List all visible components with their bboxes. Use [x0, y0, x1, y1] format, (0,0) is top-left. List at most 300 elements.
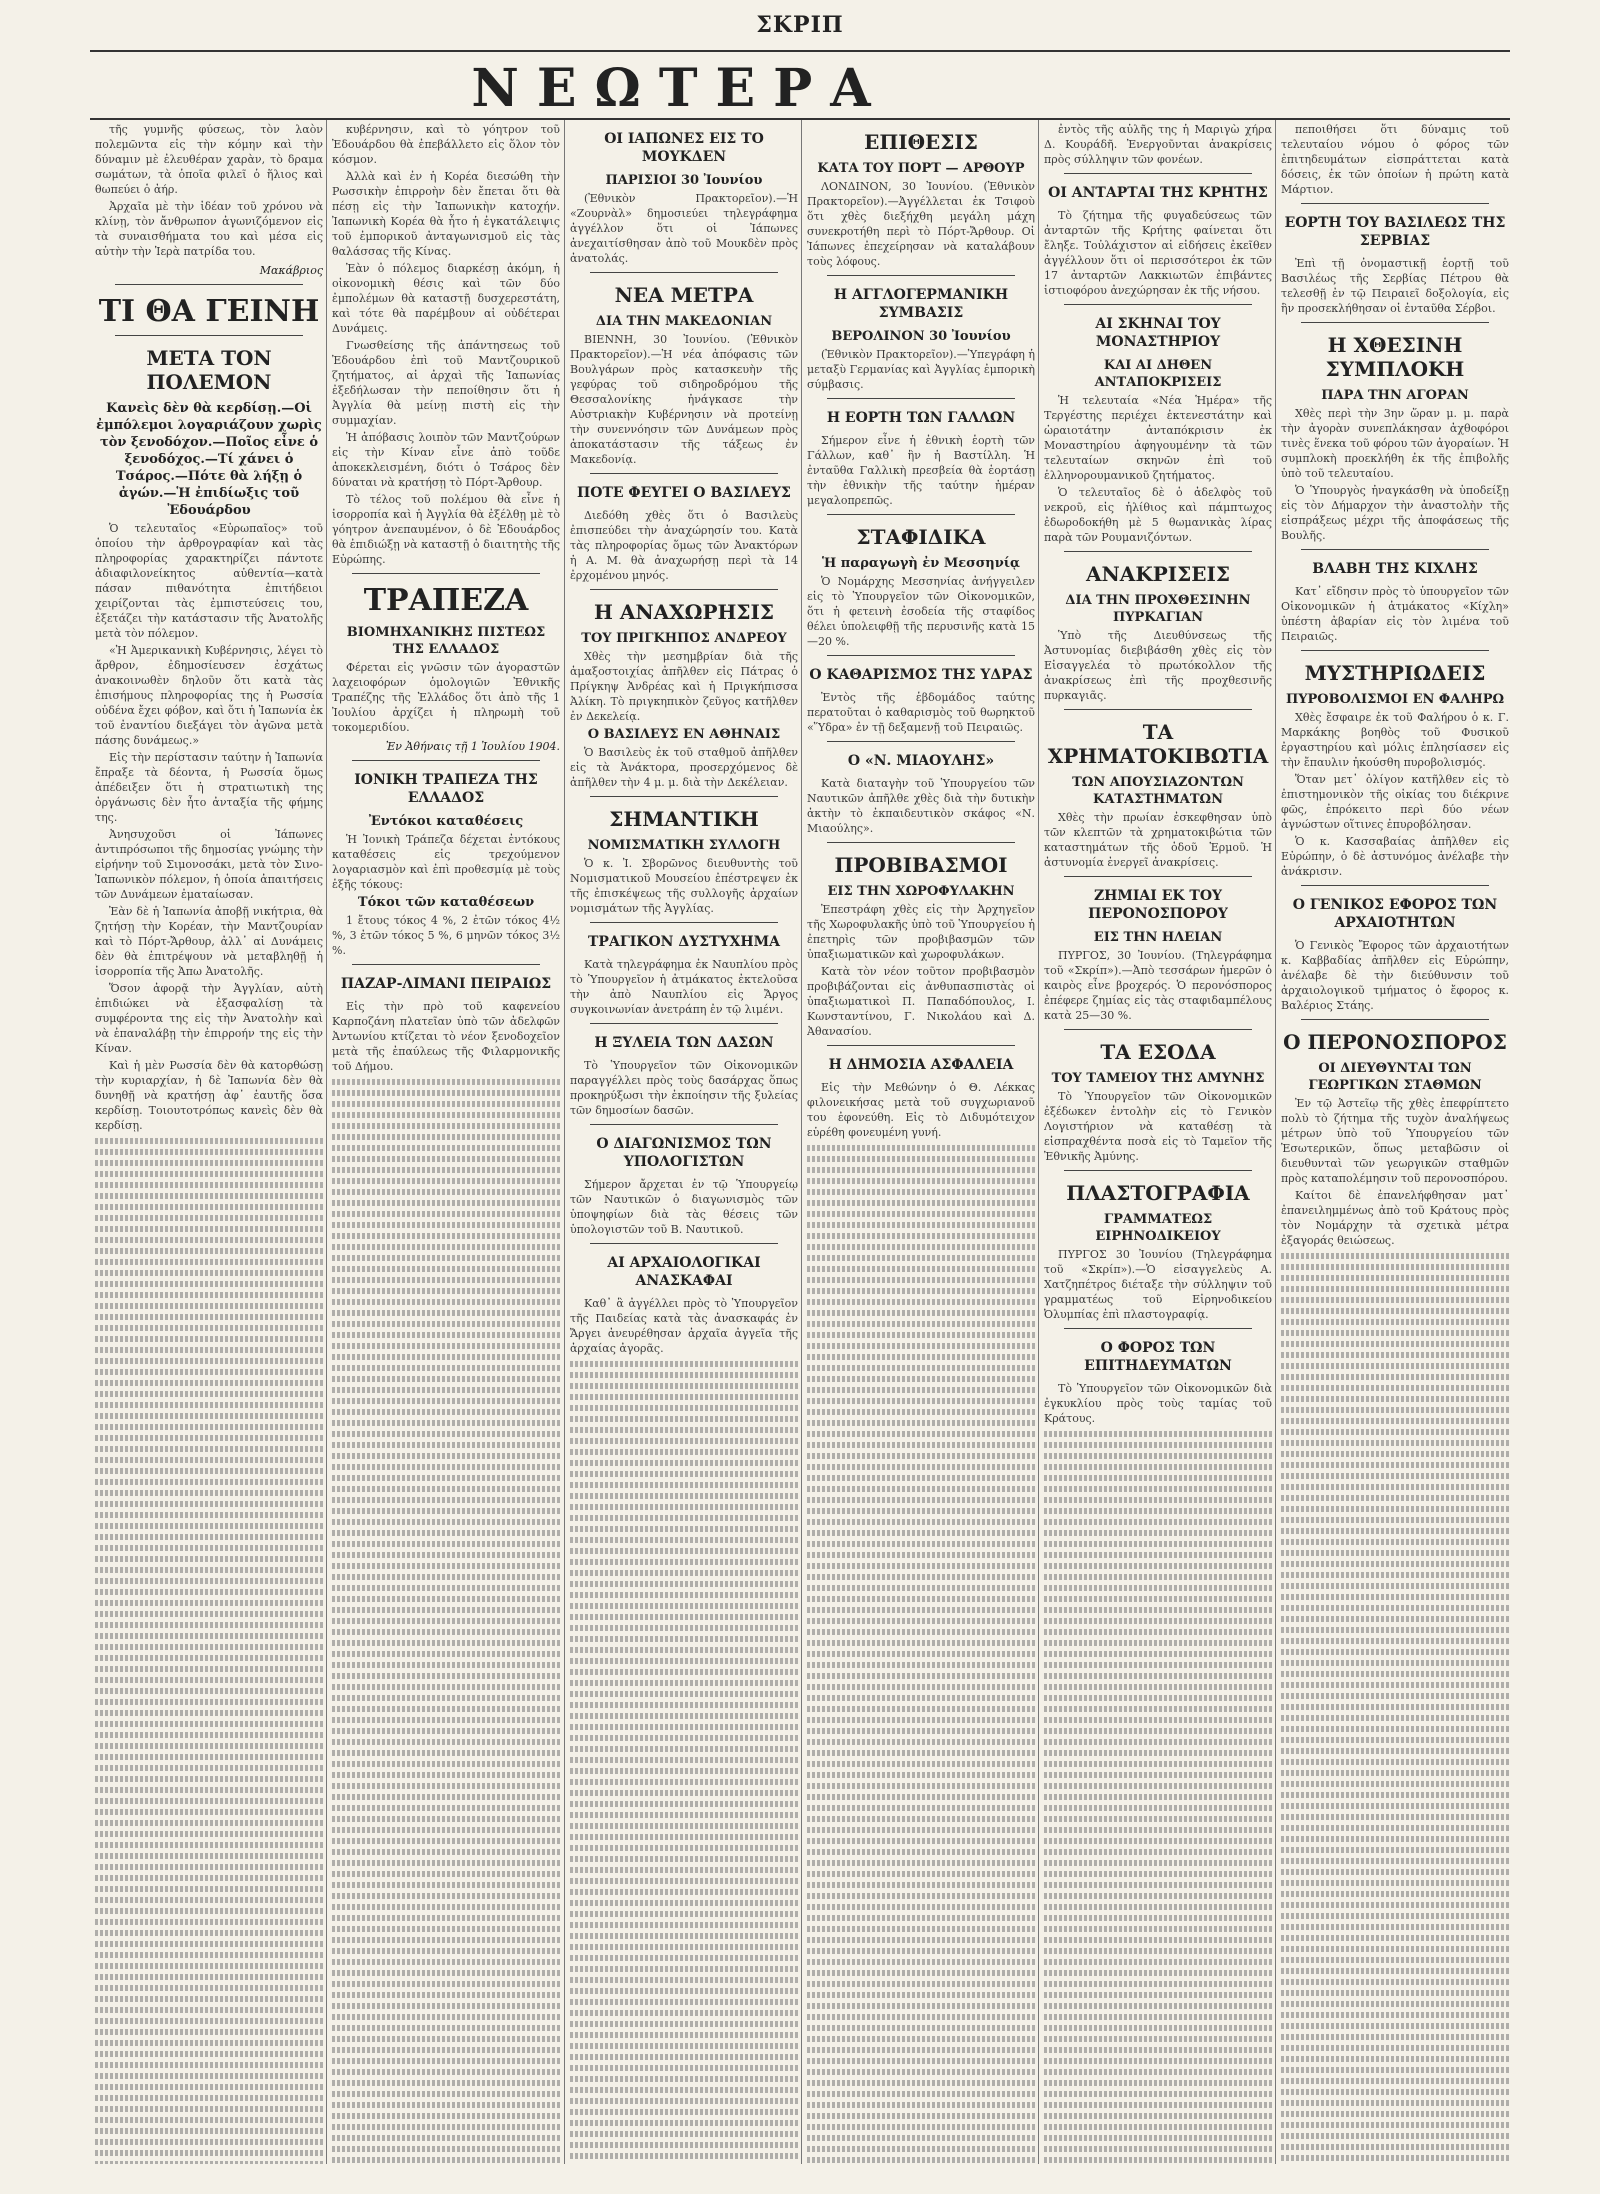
- print-line: [1281, 1825, 1509, 1831]
- print-line: [1044, 2135, 1272, 2141]
- print-line: [1044, 2113, 1272, 2119]
- print-line: [570, 1515, 798, 1521]
- print-line: [332, 1189, 560, 1195]
- print-line: [1044, 1728, 1272, 1734]
- print-line: [1044, 1453, 1272, 1459]
- print-line: [95, 1919, 323, 1925]
- article-headline: Ο ΔΙΑΓΩΝΙΣΜΟΣ ΤΩΝ ΥΠΟΛΟΓΙΣΤΩΝ: [596, 1136, 772, 1170]
- print-line: [332, 1860, 560, 1866]
- section-divider: [590, 1023, 778, 1024]
- print-line: [95, 2084, 323, 2090]
- print-line: [570, 1999, 798, 2005]
- print-line: [95, 1666, 323, 1672]
- column-separator: [1275, 120, 1276, 2164]
- print-line: [1281, 1418, 1509, 1424]
- article-paragraph: Καθ᾽ ἃ ἀγγέλλει πρὸς τὸ Ὑπουργεῖον τῆς Παιδείας κατὰ τὰς ἀνασκαφάς ἐν Ἄργει ἀνευρέθησαν ἀρχαῖα ἀγγεῖα τῆς ἀρχαίας ἀγορᾶς.: [570, 1297, 798, 1355]
- print-line: [1044, 1607, 1272, 1613]
- section-divider: [827, 655, 1015, 656]
- print-line: [332, 1167, 560, 1173]
- print-line: [95, 2007, 323, 2013]
- article-paragraph: Ἐν τῷ Ἀστεῖῳ τῆς χθὲς ἐπεφρίπτετο πολὺ τὸ ζήτημα τῆς τυχὸν ἀναλήψεως μέτρων ὑπὸ τοῦ Ὑπουργείου τῶν Ἐσωτερικῶν, ὅπως μεταβῶσιν οἱ διευθυνταὶ τῶν γεωργικῶν σταθμῶν πρὸς καταπολέμησιν τοῦ περονοσπόρου.: [1281, 1097, 1509, 1185]
- print-line: [95, 1677, 323, 1683]
- print-line: [332, 1321, 560, 1327]
- print-line: [570, 1812, 798, 1818]
- article-paragraph: Χθὲς τὴν πρωίαν ἐσκεφθησαν ὑπὸ τῶν κλεπτῶν τὰ χρηματοκιβώτια τῶν καταστημάτων τῆς ὁδοῦ Ἑρμοῦ. Ἡ ἀστυνομία ἐνεργεῖ ἀνακρίσεις.: [1044, 811, 1272, 869]
- print-line: [332, 1090, 560, 1096]
- print-line: [1281, 1517, 1509, 1523]
- print-line: [95, 1501, 323, 1507]
- print-line: [95, 1589, 323, 1595]
- print-line: [95, 1545, 323, 1551]
- print-line: [332, 1288, 560, 1294]
- print-line: [807, 1354, 1035, 1360]
- print-line: [332, 1607, 560, 1613]
- print-line: [95, 1699, 323, 1705]
- print-line: [332, 1343, 560, 1349]
- print-line: [332, 1508, 560, 1514]
- print-line: [1281, 1671, 1509, 1677]
- print-line: [807, 1607, 1035, 1613]
- section-divider: [590, 473, 778, 474]
- print-line: [95, 2150, 323, 2156]
- print-line: [95, 1435, 323, 1441]
- print-line: [570, 1636, 798, 1642]
- print-line: [332, 1684, 560, 1690]
- print-line: [570, 1526, 798, 1532]
- print-line: [807, 2146, 1035, 2152]
- print-line: [95, 1325, 323, 1331]
- print-line: [332, 1915, 560, 1921]
- article-paragraph: Τὸ Ὑπουργεῖον τῶν Οἰκονομικῶν διὰ ἐγκυκλίου πρὸς τοὺς ταμίας τοῦ Κράτους.: [1044, 1382, 1272, 1425]
- print-line: [807, 1673, 1035, 1679]
- article-paragraph: Εἰς τὴν περίστασιν ταύτην ἡ Ἰαπωνία ἔπραξε τὰ δέοντα, ἡ Ρωσσία ὅμως ἀπέδειξεν ὅτι ἡ στρατιωτικὴ της ὀργάνωσις δὲν ἦτο ἀνταξία τῆς φήμης της.: [95, 751, 323, 824]
- print-line: [807, 1761, 1035, 1767]
- print-line: [1044, 1805, 1272, 1811]
- article-paragraph: κυβέρνησιν, καὶ τὸ γόητρον τοῦ Ἐδουάρδου θὰ ἐπεβάλλετο εἰς ὅλον τὸν κόσμον.: [332, 123, 560, 166]
- print-line: [807, 1508, 1035, 1514]
- print-line: [1281, 1979, 1509, 1985]
- print-line: [95, 1171, 323, 1177]
- print-line: [1281, 1352, 1509, 1358]
- print-line: [332, 1717, 560, 1723]
- print-line: [95, 2161, 323, 2164]
- print-line: [1281, 1902, 1509, 1908]
- print-line: [570, 1856, 798, 1862]
- print-line: [807, 1156, 1035, 1162]
- article-subheadline: ΔΙΑ ΤΗΝ ΠΡΟΧΘΕΣΙΝΗΝ ΠΥΡΚΑΓΙΑΝ: [1065, 593, 1251, 625]
- print-line: [807, 1838, 1035, 1844]
- print-line: [1281, 1407, 1509, 1413]
- print-line: [807, 1519, 1035, 1525]
- print-line: [1281, 1660, 1509, 1666]
- print-line: [95, 1292, 323, 1298]
- print-line: [807, 1860, 1035, 1866]
- print-line: [332, 1981, 560, 1987]
- article-headline: ΠΟΤΕ ΦΕΥΓΕΙ Ο ΒΑΣΙΛΕΥΣ: [577, 485, 791, 501]
- print-line: [332, 1552, 560, 1558]
- article-subheadline: ΚΑΙ ΑΙ ΔΗΘΕΝ ΑΝΤΑΠΟΚΡΙΣΕΙΣ: [1094, 358, 1222, 390]
- print-line: [1044, 1783, 1272, 1789]
- print-line: [95, 1380, 323, 1386]
- print-line: [1044, 1574, 1272, 1580]
- print-line: [807, 1959, 1035, 1965]
- print-line: [95, 1303, 323, 1309]
- print-line: [332, 1409, 560, 1415]
- print-line: [570, 1779, 798, 1785]
- article-paragraph: «Ἡ Ἀμερικανικὴ Κυβέρνησις, λέγει τὸ ἄρθρον, ἐδημοσίευσεν ἐσχάτως ἀνακοινωθὲν δηλοῦν ὅτι κατὰ τὰς ἐπισήμους πληροφορίας της ἡ Ρωσσία οὐδένα ἔχει φόβον, καὶ ὅτι ἡ Ἰαπωνία ἐκ τοῦ ἐναντίου διεξάγει τὸν ἀγῶνα μετὰ πάσης δυνάμεως.»: [95, 644, 323, 747]
- article-headline: Ο «Ν. ΜΙΑΟΥΛΗΣ»: [847, 753, 995, 769]
- print-line: [1281, 1396, 1509, 1402]
- print-line: [570, 1647, 798, 1653]
- print-line: [570, 2098, 798, 2104]
- print-line: [332, 1123, 560, 1129]
- article-paragraph: Χθὲς τὴν μεσημβρίαν διὰ τῆς ἁμαξοστοιχίας ἀπῆλθεν εἰς Πάτρας ὁ Πρίγκηψ Ἀνδρέας καὶ ἡ Πριγκήπισσα Ἀλίκη. Τὸ πριγκηπικὸν ζεῦγος κατῆλθεν ἐν Δεκελείᾳ.: [570, 650, 798, 723]
- print-line: [332, 1112, 560, 1118]
- print-line: [1044, 1717, 1272, 1723]
- print-line: [1281, 1759, 1509, 1765]
- print-line: [332, 1640, 560, 1646]
- print-line: [1044, 2025, 1272, 2031]
- print-line: [1281, 1891, 1509, 1897]
- print-line: [807, 1200, 1035, 1206]
- article-paragraph: Γνωσθείσης τῆς ἀπάντησεως τοῦ Ἐδουάρδου ἐπὶ τοῦ Μαντζουρικοῦ ζητήματος, αἱ ἀρχαὶ τῆς Ἰαπωνίας ἐξεδήλωσαν τὴν πεποίθησιν ὅτι ἡ Ἀγγλία θὰ μείνῃ πιστὴ εἰς τὴν συμμαχίαν.: [332, 339, 560, 427]
- print-line: [807, 1376, 1035, 1382]
- print-line: [1044, 1750, 1272, 1756]
- banner-title: ΝΕΩΤΕΡΑ: [471, 58, 889, 119]
- print-line: [95, 1765, 323, 1771]
- print-line: [1044, 1618, 1272, 1624]
- print-line: [332, 1376, 560, 1382]
- print-line: [570, 1757, 798, 1763]
- print-line: [1281, 1880, 1509, 1886]
- print-line: [1044, 1937, 1272, 1943]
- print-line: [95, 1182, 323, 1188]
- print-line: [95, 1138, 323, 1144]
- print-line: [1044, 1981, 1272, 1987]
- print-line: [332, 1387, 560, 1393]
- print-line: [1281, 2155, 1509, 2161]
- print-line: [1044, 2080, 1272, 2086]
- print-line: [1281, 1770, 1509, 1776]
- print-line: [332, 1178, 560, 1184]
- print-line: [95, 1974, 323, 1980]
- article-paragraph: Τὸ ζήτημα τῆς φυγαδεύσεως τῶν ἀνταρτῶν τῆς Κρήτης φαίνεται ὅτι ἔληξε. Τοὐλάχιστον αἱ εἰδήσεις ἐκεῖθεν ἀγγέλλουν ὅτι οἱ περισσότεροι ἐκ τῶν 17 ἀνταρτῶν Λακκιωτῶν ἐπιβάντες ἱστιοφόρου ἀνεχώρησαν ἐκ τῆς νήσου.: [1044, 209, 1272, 297]
- article-paragraph: ΒΙΕΝΝΗ, 30 Ἰουνίου. (Ἐθνικὸν Πρακτορεῖον).—Ἡ νέα ἀπόφασις τῶν Βουλγάρων πρὸς κατασκευὴν τῆς γεφύρας τοῦ σιδηροδρόμου τῆς Θεσσαλονίκης ἠνάγκασε τὴν Αὐστριακὴν Κυβέρνησιν νὰ προτείνῃ τὴν συνεννόησιν τῶν Δυνάμεων πρὸς ἀποκατάστασιν τῆς τάξεως ἐν Μακεδονίᾳ.: [570, 333, 798, 466]
- column-5: [1044, 120, 1272, 2164]
- print-line: [570, 1977, 798, 1983]
- print-line: [95, 1259, 323, 1265]
- print-line: [1281, 1363, 1509, 1369]
- section-divider: [1064, 1029, 1252, 1030]
- print-line: [332, 1761, 560, 1767]
- print-line: [1044, 1860, 1272, 1866]
- section-divider: [590, 796, 778, 797]
- print-line: [95, 1512, 323, 1518]
- section-divider: [1301, 1019, 1489, 1020]
- print-line: [807, 1431, 1035, 1437]
- article-paragraph: ΠΥΡΓΟΣ, 30 Ἰουνίου. (Τηλεγράφημα τοῦ «Σκρίπ»).—Ἀπὸ τεσσάρων ἡμερῶν ὁ καιρὸς εἶνε βροχερός. Ὁ περονόσπορος ἐπέφερε ζημίας εἰς τὰς σταφιδαμπέλους κατὰ 25—30 %.: [1044, 949, 1272, 1022]
- print-line: [332, 1882, 560, 1888]
- print-line: [1281, 1858, 1509, 1864]
- column-separator: [326, 120, 327, 2164]
- print-line: [1281, 1561, 1509, 1567]
- article-subheadline: ΤΟΥ ΤΑΜΕΙΟΥ ΤΗΣ ΑΜΥΝΗΣ: [1051, 1071, 1265, 1086]
- print-line: [95, 1358, 323, 1364]
- article-headline: Η ΑΝΑΧΩΡΗΣΙΣ: [593, 600, 775, 624]
- print-line: [807, 1321, 1035, 1327]
- article-headline: Ο ΚΑΘΑΡΙΣΜΟΣ ΤΗΣ ΥΔΡΑΣ: [809, 667, 1033, 683]
- print-line: [332, 1541, 560, 1547]
- print-line: [1044, 1827, 1272, 1833]
- print-line: [1044, 1541, 1272, 1547]
- print-line: [807, 1409, 1035, 1415]
- print-line: [1281, 1264, 1509, 1270]
- print-line: [570, 1504, 798, 1510]
- print-line: [1281, 1803, 1509, 1809]
- article-paragraph: Ὅταν μετ᾽ ὀλίγον κατῆλθεν εἰς τὸ ἐπιστημονικὸν τῆς οἰκίας του διέκρινε φῶς, ἐπρόκειτο περὶ δύο νέων ἀγνώστων οἵτινες ἐπυροβόλησαν.: [1281, 773, 1509, 831]
- print-line: [332, 1299, 560, 1305]
- section-divider: [1064, 173, 1252, 174]
- article-headline: ΟΙ ΙΑΠΩΝΕΣ ΕΙΣ ΤΟ ΜΟΥΚΔΕΝ: [604, 131, 764, 165]
- print-line: [95, 1853, 323, 1859]
- print-line: [1281, 1440, 1509, 1446]
- print-line: [1044, 1684, 1272, 1690]
- section-divider: [115, 284, 303, 285]
- print-line: [95, 1193, 323, 1199]
- section-divider: [1064, 1170, 1252, 1171]
- section-divider: [1301, 885, 1489, 886]
- print-line: [1281, 2034, 1509, 2040]
- print-line: [807, 1211, 1035, 1217]
- column-separator: [564, 120, 565, 2164]
- print-line: [570, 1801, 798, 1807]
- print-line: [807, 1849, 1035, 1855]
- print-line: [1281, 2111, 1509, 2117]
- article-subheadline: ΚΑΤΑ ΤΟΥ ΠΟΡΤ — ΑΡΘΟΥΡ: [817, 161, 1025, 176]
- section-divider: [1064, 551, 1252, 552]
- print-line: [1281, 1638, 1509, 1644]
- print-line: [332, 2025, 560, 2031]
- column-1: [95, 120, 323, 2164]
- print-line: [95, 1985, 323, 1991]
- section-divider: [590, 922, 778, 923]
- article-paragraph: Τὸ Ὑπουργεῖον τῶν Οἰκονομικῶν ἐξέδωκεν ἐντολὴν εἰς τὸ Γενικὸν Λογιστήριον νὰ καταθέσῃ τὰ εἰσπραχθέντα ποσὰ εἰς τὸ Ταμεῖον τῆς Ἐθνικῆς Ἀμύνης.: [1044, 1090, 1272, 1163]
- print-line: [332, 2047, 560, 2053]
- print-line: [332, 1464, 560, 1470]
- article-paragraph: Κατ᾽ εἴδησιν πρὸς τὸ ὑπουργεῖον τῶν Οἰκονομικῶν ἡ ἀτμάκατος «Κίχλη» ὑπέστη ἀβαρίαν εἰς τὸν λιμένα τοῦ Πειραιῶς.: [1281, 585, 1509, 643]
- print-line: [332, 1970, 560, 1976]
- print-line: [1281, 1704, 1509, 1710]
- print-line: [807, 1222, 1035, 1228]
- print-line: [1281, 2133, 1509, 2139]
- section-divider: [1301, 549, 1489, 550]
- print-line: [570, 1878, 798, 1884]
- print-line: [1044, 1959, 1272, 1965]
- print-line: [570, 1449, 798, 1455]
- print-line: [332, 1354, 560, 1360]
- print-line: [332, 1728, 560, 1734]
- article-paragraph: ΠΥΡΓΟΣ 30 Ἰουνίου (Τηλεγράφημα τοῦ «Σκρίπ»).—Ὁ εἰσαγγελεὺς Α. Χατζηπέτρος διέταξε τὴν σύλληψιν τοῦ γραμματέως τοῦ Εἰρηνοδικείου Ὀλυμπίας ἐπὶ πλαστογραφίᾳ.: [1044, 1248, 1272, 1321]
- print-line: [1281, 1429, 1509, 1435]
- print-line: [570, 1669, 798, 1675]
- print-line: [570, 2120, 798, 2126]
- article-headline: ΙΟΝΙΚΗ ΤΡΑΠΕΖΑ ΤΗΣ ΕΛΛΑΔΟΣ: [354, 772, 538, 806]
- print-line: [570, 1955, 798, 1961]
- print-line: [332, 1200, 560, 1206]
- print-line: [332, 1629, 560, 1635]
- print-line: [1044, 1629, 1272, 1635]
- print-line: [95, 1941, 323, 1947]
- print-line: [807, 1662, 1035, 1668]
- print-line: [1281, 1924, 1509, 1930]
- print-line: [1044, 1673, 1272, 1679]
- print-line: [95, 1655, 323, 1661]
- print-line: [95, 2073, 323, 2079]
- print-line: [807, 1948, 1035, 1954]
- print-line: [807, 1915, 1035, 1921]
- print-line: [95, 1237, 323, 1243]
- section-divider: [115, 335, 303, 336]
- article-paragraph: πεποιθήσει ὅτι δύναμις τοῦ τελευταίου νόμου ὁ φόρος τῶν ἐπιτηδευμάτων εἰσπράττεται κατὰ δόσεις, ἐκ τῶν ὁποίων ἡ πρώτη κατὰ Μάρτιον.: [1281, 123, 1509, 196]
- article-paragraph: Καὶ ἡ μὲν Ρωσσία δὲν θὰ κατορθώσῃ τὴν κυριαρχίαν, ἡ δὲ Ἰαπωνία δὲν θὰ δυνηθῇ νὰ κρατήσῃ ἀφ᾽ ἑαυτῆς ὅσα κερδίσῃ. Τοιουτοτρόπως κανεὶς δὲν θὰ κερδίσῃ.: [95, 1059, 323, 1132]
- print-line: [570, 1911, 798, 1917]
- article-paragraph: Ὁ Γενικὸς Ἔφορος τῶν ἀρχαιοτήτων κ. Καββαδίας ἀπῆλθεν εἰς Εὐρώπην, ἀνέλαβε δὲ τὴν διεύθυνσιν τοῦ ἀρχαιολογικοῦ τμήματος ὁ ἔφορος κ. Βαλέριος Στάης.: [1281, 939, 1509, 1012]
- print-line: [95, 2128, 323, 2134]
- article-paragraph: Ἡ Ἰονικὴ Τράπεζα δέχεται ἐντόκους καταθέσεις εἰς τρεχούμενον λογαριασμὸν καὶ ἐπὶ προθεσμίᾳ μὲ τοὺς ἑξῆς τόκους:: [332, 833, 560, 891]
- print-line: [1281, 1330, 1509, 1336]
- print-line: [807, 2047, 1035, 2053]
- print-line: [332, 1134, 560, 1140]
- print-line: [570, 1603, 798, 1609]
- print-line: [1281, 1319, 1509, 1325]
- print-line: [332, 2080, 560, 2086]
- print-line: [332, 1420, 560, 1426]
- print-line: [332, 1805, 560, 1811]
- print-line: [332, 1310, 560, 1316]
- article-paragraph: Ἐντὸς τῆς ἑβδομάδος ταύτης περατοῦται ὁ καθαρισμὸς τοῦ θωρηκτοῦ «Ὕδρα» ἐν τῇ δεξαμενῇ τοῦ Πειραιῶς.: [807, 691, 1035, 734]
- print-line: [332, 1772, 560, 1778]
- print-line: [807, 1871, 1035, 1877]
- print-line: [807, 1992, 1035, 1998]
- print-line: [570, 1900, 798, 1906]
- print-line: [807, 1563, 1035, 1569]
- print-line: [332, 1211, 560, 1217]
- print-line: [95, 1886, 323, 1892]
- print-line: [95, 1424, 323, 1430]
- print-line: [1044, 1838, 1272, 1844]
- print-line: [1044, 1596, 1272, 1602]
- print-line: [1281, 2078, 1509, 2084]
- section-divider: [827, 1045, 1015, 1046]
- article-subheadline: Τόκοι τῶν καταθέσεων: [357, 895, 535, 910]
- print-line: [807, 1464, 1035, 1470]
- print-line: [807, 1266, 1035, 1272]
- print-line: [1044, 1497, 1272, 1503]
- article-paragraph: Ὑπὸ τῆς Διευθύνσεως τῆς Ἀστυνομίας διεβιβάσθη χθὲς εἰς τὸν Εἰσαγγελέα τὸ πρωτόκολλον τῆς ἀνακρίσεως ἐπὶ τῆς προχθεσινῆς πυρκαγιᾶς.: [1044, 629, 1272, 702]
- print-line: [1044, 2102, 1272, 2108]
- section-divider: [827, 398, 1015, 399]
- print-line: [570, 1383, 798, 1389]
- print-line: [807, 1893, 1035, 1899]
- print-line: [570, 1559, 798, 1565]
- print-line: [95, 1864, 323, 1870]
- print-line: [95, 1149, 323, 1155]
- masthead-rule: [90, 50, 1510, 52]
- article-subheadline: ΤΩΝ ΑΠΟΥΣΙΑΖΟΝΤΩΝ ΚΑΤΑΣΤΗΜΑΤΩΝ: [1072, 775, 1244, 807]
- print-line: [95, 1347, 323, 1353]
- print-line: [1044, 1970, 1272, 1976]
- print-line: [95, 1897, 323, 1903]
- print-line: [807, 2113, 1035, 2119]
- print-line: [332, 1519, 560, 1525]
- print-line: [95, 1534, 323, 1540]
- article-paragraph: ΛΟΝΔΙΝΟΝ, 30 Ἰουνίου. (Ἐθνικὸν Πρακτορεῖον).—Ἀγγέλλεται ἐκ Τσιφοὺ ὅτι χθὲς διεξήχθη μεγάλη μάχη συνεκροτήθη περὶ τὸ Πόρτ-Ἄρθουρ. Οἱ Ἰάπωνες ἐπεχείρησαν νὰ καταλάβουν τοὺς λόφους.: [807, 180, 1035, 268]
- print-line: [807, 1486, 1035, 1492]
- print-line: [95, 1490, 323, 1496]
- print-line: [807, 1530, 1035, 1536]
- print-line: [807, 1343, 1035, 1349]
- print-line: [807, 2124, 1035, 2130]
- print-line: [807, 1981, 1035, 1987]
- print-line: [332, 1596, 560, 1602]
- print-line: [95, 2040, 323, 2046]
- print-line: [1281, 1583, 1509, 1589]
- print-line: [95, 1721, 323, 1727]
- print-line: [807, 1750, 1035, 1756]
- article-headline: ΠΑΖΑΡ-ΛΙΜΑΝΙ ΠΕΙΡΑΙΩΣ: [340, 976, 552, 992]
- print-line: [332, 1695, 560, 1701]
- article-subheadline: Ο ΒΑΣΙΛΕΥΣ ΕΝ ΑΘΗΝΑΙΣ: [587, 727, 781, 742]
- print-line: [1044, 1475, 1272, 1481]
- print-line: [332, 2102, 560, 2108]
- print-line: [570, 2131, 798, 2137]
- print-line: [332, 1442, 560, 1448]
- print-line: [95, 2117, 323, 2123]
- print-line: [95, 1952, 323, 1958]
- print-line: [1281, 1682, 1509, 1688]
- print-line: [332, 1816, 560, 1822]
- section-divider: [1064, 876, 1252, 877]
- print-line: [807, 1728, 1035, 1734]
- section-divider: [1064, 709, 1252, 710]
- print-line: [95, 1875, 323, 1881]
- print-line: [1044, 1915, 1272, 1921]
- print-line: [332, 1453, 560, 1459]
- print-line: [332, 1750, 560, 1756]
- print-line: [1044, 1904, 1272, 1910]
- article-paragraph: Καίτοι δὲ ἐπανελήφθησαν ματ᾽ ἐπανειλημμένως ἀπὸ τοῦ Κράτους πρὸς τὸν Νομάρχην τὰ σχετικὰ μέτρα ἐξαγοράς θειώσεως.: [1281, 1189, 1509, 1247]
- print-line: [1044, 1816, 1272, 1822]
- print-line: [1044, 1772, 1272, 1778]
- print-line: [95, 1314, 323, 1320]
- article-subheadline: ΟΙ ΔΙΕΥΘΥΝΤΑΙ ΤΩΝ ΓΕΩΡΓΙΚΩΝ ΣΤΑΘΜΩΝ: [1308, 1061, 1482, 1093]
- article-headline: ΣΤΑΦΙΔΙΚΑ: [856, 525, 986, 549]
- print-line: [807, 1618, 1035, 1624]
- print-line: [332, 1233, 560, 1239]
- print-line: [95, 2139, 323, 2145]
- print-line: [807, 1827, 1035, 1833]
- print-line: [807, 1772, 1035, 1778]
- print-line: [570, 2142, 798, 2148]
- print-line: [1281, 1957, 1509, 1963]
- print-line: [332, 1871, 560, 1877]
- print-line: [807, 1497, 1035, 1503]
- section-divider: [827, 275, 1015, 276]
- print-line: [807, 2102, 1035, 2108]
- print-line: [332, 2036, 560, 2042]
- print-line: [332, 2014, 560, 2020]
- article-paragraph: Φέρεται εἰς γνῶσιν τῶν ἀγοραστῶν λαχειοφόρων ὁμολογιῶν Ἐθνικῆς Τραπέζης τῆς Ἑλλάδος ὅτι ἀπὸ τῆς 1 Ἰουλίου ἀρχίζει ἡ πληρωμὴ τοῦ τοκομεριδίου.: [332, 661, 560, 734]
